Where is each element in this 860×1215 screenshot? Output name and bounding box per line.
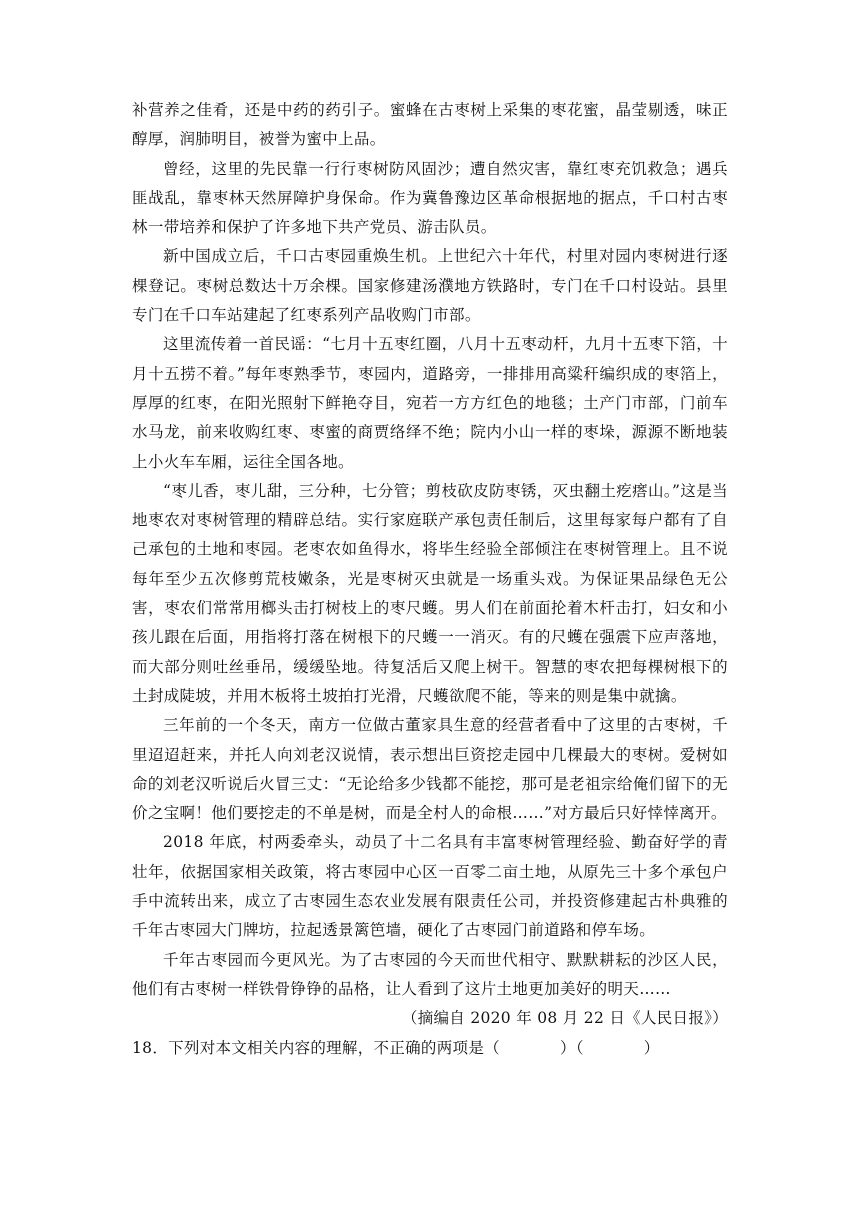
answer-blank-2[interactable] bbox=[584, 1052, 644, 1053]
paragraph-6: 三年前的一个冬天，南方一位做古董家具生意的经营者看中了这里的古枣树，千里迢迢赶来，并托人向刘老汉说情，表示想出巨资挖走园中几棵最大的枣树。爱树如命的刘老汉听说后火冒三丈：“无论给多少钱都不能挖，那可是老祖宗给俺们留下的无价之宝啊！他们要挖走的不单是树，而是全村人的命根……”对方最后只好悻悻离开。 bbox=[132, 716, 728, 823]
question-bracket-end: ） bbox=[643, 1038, 660, 1057]
paragraph-5: “枣儿香，枣儿甜，三分种，七分管；剪枝砍皮防枣锈，灭虫翻土疙瘩山。”这是当地枣农对枣树管理的精辟总结。实行家庭联产承包责任制后，这里每家每户都有了自己承包的土地和枣园。老枣农如鱼得水，将毕生经验全部倾注在枣树管理上。且不说每年至少五次修剪荒枝嫩条，光是枣树灭虫就是一场重头戏。为保证果品绿色无公害，枣农们常常用榔头击打树枝上的枣尺蠖。男人们在前面抡着木杆击打，妇女和小孩儿跟在后面，用指将打落在树根下的尺蠖一一消灭。有的尺蠖在强震下应声落地，而大部分则吐丝垂吊，缓缓坠地。待复活后又爬上树干。智慧的枣农把每棵树根下的土封成陡坡，并用木板将土坡拍打光滑，尺蠖欲爬不能，等来的则是集中就擒。 bbox=[132, 481, 728, 705]
question-number: 18． bbox=[132, 1038, 169, 1057]
paragraph-2: 曾经，这里的先民靠一行行枣树防风固沙；遭自然灾害，靠红枣充饥救急；遇兵匪战乱，靠枣林天然屏障护身保命。作为冀鲁豫边区革命根据地的据点，千口村古枣林一带培养和保护了许多地下共产党员、游击队员。 bbox=[132, 159, 728, 237]
question-bracket-mid: ）（ bbox=[559, 1038, 584, 1057]
paragraph-8: 千年古枣园而今更风光。为了古枣园的今天而世代相守、默默耕耘的沙区人民，他们有古枣树一样铁骨铮铮的品格，让人看到了这片土地更加美好的明天…… bbox=[132, 950, 728, 998]
paragraph-3: 新中国成立后，千口古枣园重焕生机。上世纪六十年代，村里对园内枣树进行逐棵登记。枣树总数达十万余棵。国家修建汤濮地方铁路时，专门在千口村设站。县里专门在千口车站建起了红枣系列产品收购门市部。 bbox=[132, 247, 728, 325]
document-page bbox=[132, 96, 728, 1063]
question-text: 下列对本文相关内容的理解，不正确的两项是（ bbox=[168, 1038, 500, 1057]
paragraph-1: 补营养之佳肴，还是中药的药引子。蜜蜂在古枣树上采集的枣花蜜，晶莹剔透，味正醇厚，润肺明目，被誉为蜜中上品。 bbox=[132, 101, 728, 149]
paragraph-7: 2018 年底，村两委牵头，动员了十二名具有丰富枣树管理经验、勤奋好学的青壮年，依据国家相关政策，将古枣园中心区一百零二亩土地，从原先三十多个承包户手中流转出来，成立了古枣园生态农业发展有限责任公司，并投资修建起古朴典雅的千年古枣园大门牌坊，拉起透景篱笆墙，硬化了古枣园门前道路和停车场。 bbox=[132, 833, 728, 940]
question-18 bbox=[132, 1034, 728, 1063]
answer-blank-1[interactable] bbox=[500, 1052, 560, 1053]
article-source: （摘编自 2020 年 08 月 22 日《人民日报》） bbox=[401, 1009, 728, 1028]
paragraph-4: 这里流传着一首民谣：“七月十五枣红圈，八月十五枣动杆，九月十五枣下箔，十月十五捞不着。”每年枣熟季节，枣园内，道路旁，一排排用高粱秆编织成的枣箔上，厚厚的红枣，在阳光照射下鲜艳夺目，宛若一方方红色的地毯；土产门市部，门前车水马龙，前来收购红枣、枣蜜的商贾络绎不绝；院内小山一样的枣垛，源源不断地装上小火车车厢，运往全国各地。 bbox=[132, 335, 728, 471]
